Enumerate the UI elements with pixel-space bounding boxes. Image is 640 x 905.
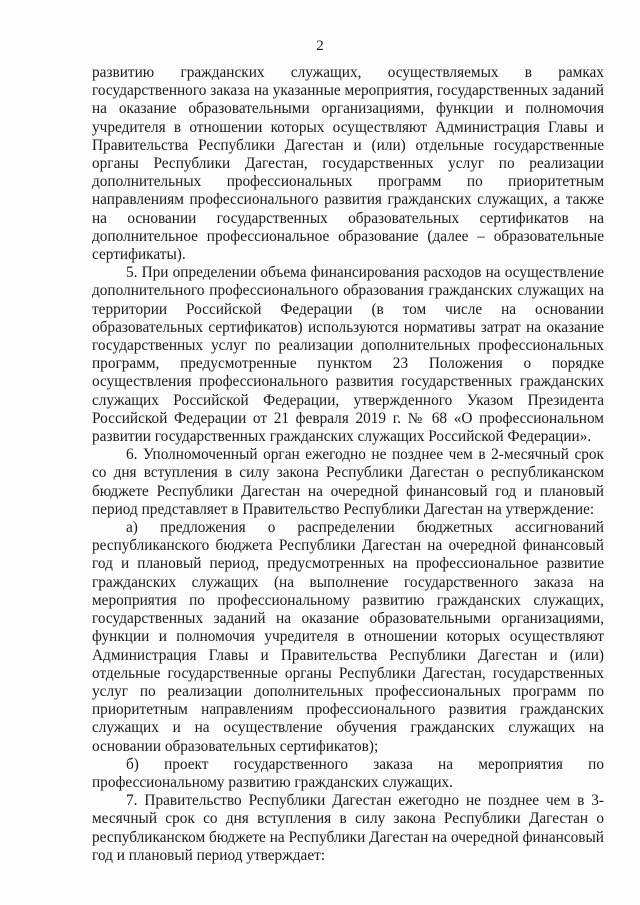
page-number: 2: [316, 38, 324, 54]
paragraph-6b: б) проект государственного заказа на мероприятия по профессиональному развитию гражданских служащих.: [92, 755, 604, 791]
paragraph-6: 6. Уполномоченный орган ежегодно не позднее чем в 2-месячный срок со дня вступления в силу закона Республики Дагестан о республиканском бюджете Республики Дагестан на очередной финансовый год и плановый период представляет в Правительство Республики Дагестан на утверждение:: [92, 446, 604, 518]
paragraph-7: 7. Правительство Республики Дагестан ежегодно не позднее чем в 3-месячный срок со дня вступления в силу закона Республики Дагестан о республиканском бюджете на Республики Дагестан на очередной финансовый год и плановый период утверждает:: [92, 792, 604, 864]
paragraph-continuation: развитию гражданских служащих, осуществляемых в рамках государственного заказа на указанные мероприятия, государственных заданий на оказание образовательными организациями, функции и полномочия учредителя в отношении которых осуществляют Администрация Главы и Правительства Республики Дагестан и (или) отдельные государственные органы Республики Дагестан, государственных услуг по реализации дополнительных профессиональных программ по приоритетным направлениям профессионального развития гражданских служащих, а также на основании государственных образовательных сертификатов на дополнительное профессиональное образование (далее – образовательные сертификаты).: [92, 64, 604, 264]
paragraph-5: 5. При определении объема финансирования расходов на осуществление дополнительного профессионального образования гражданских служащих на территории Российской Федерации (в том числе на основании образовательных сертификатов) используются нормативы затрат на оказание государственных услуг по реализации дополнительных профессиональных программ, предусмотренные пунктом 23 Положения о порядке осуществления профессионального развития государственных гражданских служащих Российской Федерации, утвержденного Указом Президента Российской Федерации от 21 февраля 2019 г. № 68 «О профессиональном развитии государственных гражданских служащих Российской Федерации».: [92, 264, 604, 446]
paragraph-6a: а) предложения о распределении бюджетных ассигнований республиканского бюджета Республики Дагестан на очередной финансовый год и плановый период, предусмотренных на профессиональное развитие гражданских служащих (на выполнение государственного заказа на мероприятия по профессиональному развитию гражданских служащих, государственных заданий на оказание образовательными организациями, функции и полномочия учредителя в отношении которых осуществляют Администрация Главы и Правительства Республики Дагестан и (или) отдельные государственные органы Республики Дагестан, государственных услуг по реализации дополнительных профессиональных программ по приоритетным направлениям профессионального развития гражданских служащих и на осуществление обучения гражданских служащих на основании образовательных сертификатов);: [92, 519, 604, 755]
document-body: [92, 64, 604, 865]
